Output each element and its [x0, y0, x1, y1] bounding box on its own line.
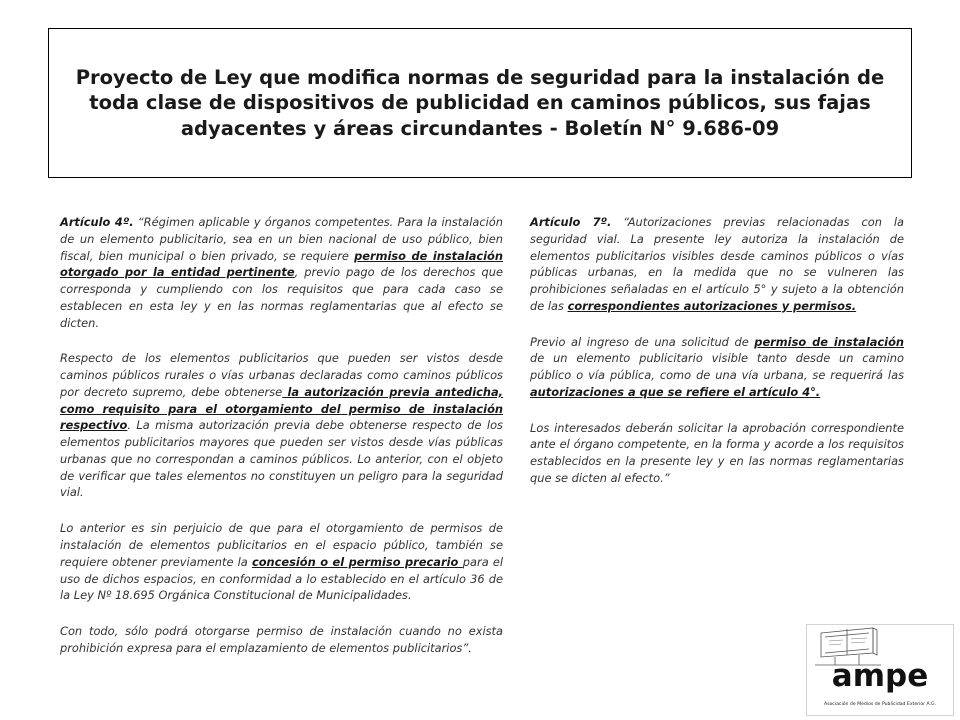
- visibility-paragraph: [60, 350, 503, 501]
- document-title: Proyecto de Ley que modifica normas de seguridad para la instalación de toda clase de dispositivos de publicidad en caminos públicos, sus fajas adyacentes y áreas circundantes - Boletín N° 9.686-09: [75, 65, 885, 140]
- article-4-underlined-permit: permiso de instalación otorgado por la entidad pertinente: [60, 248, 503, 280]
- prior-application-paragraph: [530, 334, 904, 401]
- logo-word: ampe: [831, 658, 929, 694]
- article-4-text-end: , previo pago de los derechos que corresponda y cumpliendo con los requisitos que para cada caso se establecen en esta ley y en las normas reglamentarias que al efecto se dicten.: [60, 265, 503, 330]
- visibility-underlined-authorization: la autorización previa antedicha, como requisito para el otorgamiento del permiso de instalación respectivo: [60, 384, 503, 433]
- article-7-underlined-authorizations: correspondientes autorizaciones y permisos.: [567, 298, 857, 313]
- article-7-text: “Autorizaciones previas relacionadas con la seguridad vial. La presente ley autoriza la instalación de elementos publicitarios visibles desde caminos públicos o vías públicas urbanas, en la medida que no se vulneren las prohibiciones señaladas en el artículo 5° y sujeto a la obtención de las: [530, 215, 904, 313]
- public-space-paragraph: [60, 520, 503, 604]
- visibility-text: Respecto de los elementos publicitarios que pueden ser vistos desde caminos públicos rurales o vías urbanas declaradas como caminos públicos por decreto supremo, debe obtenerse: [60, 351, 503, 399]
- public-space-underlined-concession: concesión o el permiso precario: [251, 554, 463, 569]
- prohibition-text: Con todo, sólo podrá otorgarse permiso de instalación cuando no exista prohibición expresa para el emplazamiento de elementos publicitarios”.: [60, 624, 503, 655]
- title-box: [48, 28, 912, 178]
- visibility-text-end: . La misma autorización previa debe obtenerse respecto de los elementos publicitarios mayores que pueden ser vistos desde vías públicas urbanas que no correspondan a caminos públicos. Lo anterior, con el objeto de verificar que tales elementos no constituyen un peligro para la seguridad vial.: [60, 418, 503, 500]
- logo-caption: Asociación de Medios de Publicidad Exterior A.G.: [823, 702, 937, 707]
- article-4-text: “Régimen aplicable y órganos competentes. Para la instalación de un elemento publicitario, sea en un bien nacional de uso público, bien fiscal, bien municipal o bien privado, se requiere: [60, 215, 503, 263]
- applicants-text: Los interesados deberán solicitar la aprobación correspondiente ante el órgano competente, en la forma y acorde a los requisitos establecidos en la presente ley y en las normas reglamentarias que se dicten al efecto.”: [530, 420, 904, 485]
- article-4-paragraph: [60, 214, 503, 331]
- left-column: [60, 214, 503, 676]
- article-4-heading: Artículo 4º.: [60, 215, 134, 229]
- article-7-heading: Artículo 7º.: [530, 215, 612, 229]
- prior-application-text-middle: de un elemento publicitario visible tanto desde un camino público o vía pública, como de una vía urbana, se requerirá las: [530, 351, 904, 383]
- public-space-text: Lo anterior es sin perjuicio de que para el otorgamiento de permisos de instalación de elementos publicitarios en el espacio público, también se requiere obtener previamente la: [60, 521, 503, 569]
- right-column: [530, 214, 904, 506]
- prior-application-text: Previo al ingreso de una solicitud de: [530, 334, 755, 349]
- ampe-logo: [806, 624, 954, 716]
- prior-application-underlined-reference: autorizaciones a que se refiere el artículo 4°.: [530, 384, 821, 399]
- prior-application-underlined-permit: permiso de instalación: [754, 334, 904, 349]
- prohibition-paragraph: [60, 623, 503, 657]
- article-7-paragraph: [530, 214, 904, 315]
- applicants-paragraph: [530, 420, 904, 487]
- public-space-text-end: para el uso de dichos espacios, en conformidad a lo establecido en el artículo 36 de la Ley Nº 18.695 Orgánica Constitucional de Municipalidades.: [60, 554, 503, 603]
